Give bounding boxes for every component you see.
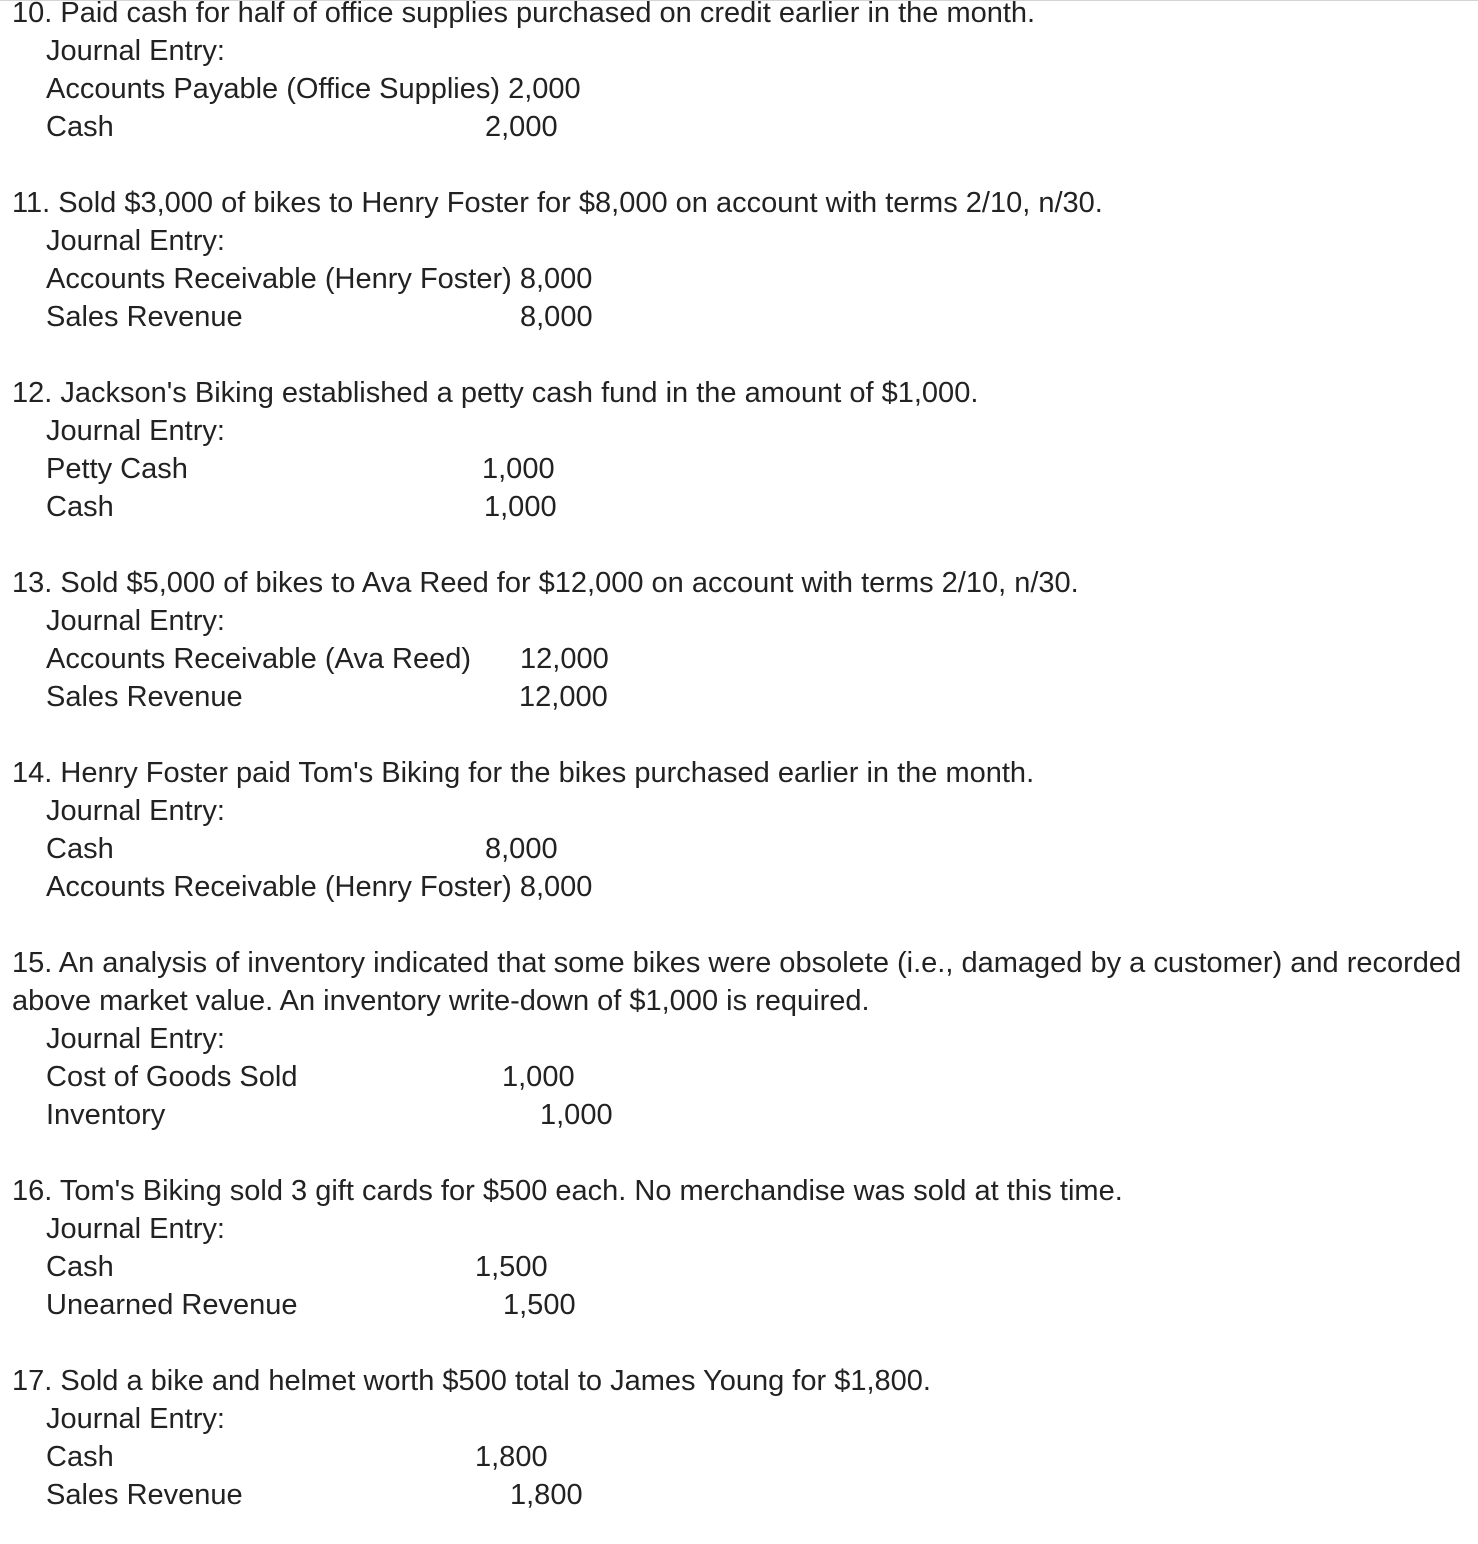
journal-entry-label: Journal Entry: xyxy=(46,1213,225,1245)
debit-line: Accounts Payable (Office Supplies) 2,000 xyxy=(46,73,581,105)
debit-amount: 1,500 xyxy=(475,1251,548,1283)
journal-entry-label: Journal Entry: xyxy=(46,415,225,447)
credit-amount: 1,000 xyxy=(484,491,557,523)
debit-amount: 8,000 xyxy=(485,833,558,865)
question-text: 14. Henry Foster paid Tom's Biking for the bikes purchased earlier in the month. xyxy=(12,757,1035,789)
credit-amount: 1,800 xyxy=(510,1479,583,1511)
credit-account: Sales Revenue xyxy=(46,301,243,333)
debit-account: Cash xyxy=(46,833,114,865)
debit-amount: 1,000 xyxy=(502,1061,575,1093)
credit-line: Accounts Receivable (Henry Foster) 8,000 xyxy=(46,871,593,903)
credit-amount: 12,000 xyxy=(519,681,608,713)
debit-account: Accounts Receivable (Ava Reed) xyxy=(46,643,472,675)
credit-amount: 1,000 xyxy=(540,1099,613,1131)
debit-account: Petty Cash xyxy=(46,453,188,485)
journal-entry-label: Journal Entry: xyxy=(46,1403,225,1435)
question-text: 12. Jackson's Biking established a petty cash fund in the amount of $1,000. xyxy=(12,377,979,409)
journal-entry-label: Journal Entry: xyxy=(46,605,225,637)
question-text: 10. Paid cash for half of office supplies purchased on credit earlier in the month. xyxy=(12,0,1036,29)
credit-account: Unearned Revenue xyxy=(46,1289,298,1321)
credit-account: Cash xyxy=(46,491,114,523)
credit-account: Sales Revenue xyxy=(46,681,243,713)
credit-account: Inventory xyxy=(46,1099,166,1131)
credit-account: Sales Revenue xyxy=(46,1479,243,1511)
debit-amount: 12,000 xyxy=(520,643,609,675)
credit-amount: 2,000 xyxy=(485,111,558,143)
question-text: 15. An analysis of inventory indicated that some bikes were obsolete (i.e., damaged by a customer) and recorded above market value. An inventory write-down of $1,000 is required. xyxy=(12,947,1462,1017)
debit-amount: 1,000 xyxy=(482,453,555,485)
question-text: 17. Sold a bike and helmet worth $500 total to James Young for $1,800. xyxy=(12,1365,931,1397)
debit-account: Cash xyxy=(46,1251,114,1283)
credit-account: Cash xyxy=(46,111,114,143)
debit-account: Cash xyxy=(46,1441,114,1473)
question-text: 16. Tom's Biking sold 3 gift cards for $500 each. No merchandise was sold at this time. xyxy=(12,1175,1123,1207)
journal-entry-label: Journal Entry: xyxy=(46,795,225,827)
journal-entry-label: Journal Entry: xyxy=(46,225,225,257)
question-text: 13. Sold $5,000 of bikes to Ava Reed for $12,000 on account with terms 2/10, n/30. xyxy=(12,567,1079,599)
credit-amount: 1,500 xyxy=(503,1289,576,1321)
journal-entry-label: Journal Entry: xyxy=(46,1023,225,1055)
journal-entry-label: Journal Entry: xyxy=(46,35,225,67)
question-text: 11. Sold $3,000 of bikes to Henry Foster for $8,000 on account with terms 2/10, n/30. xyxy=(12,187,1103,219)
credit-amount: 8,000 xyxy=(520,301,593,333)
debit-amount: 1,800 xyxy=(475,1441,548,1473)
debit-account: Cost of Goods Sold xyxy=(46,1061,298,1093)
debit-line: Accounts Receivable (Henry Foster) 8,000 xyxy=(46,263,593,295)
